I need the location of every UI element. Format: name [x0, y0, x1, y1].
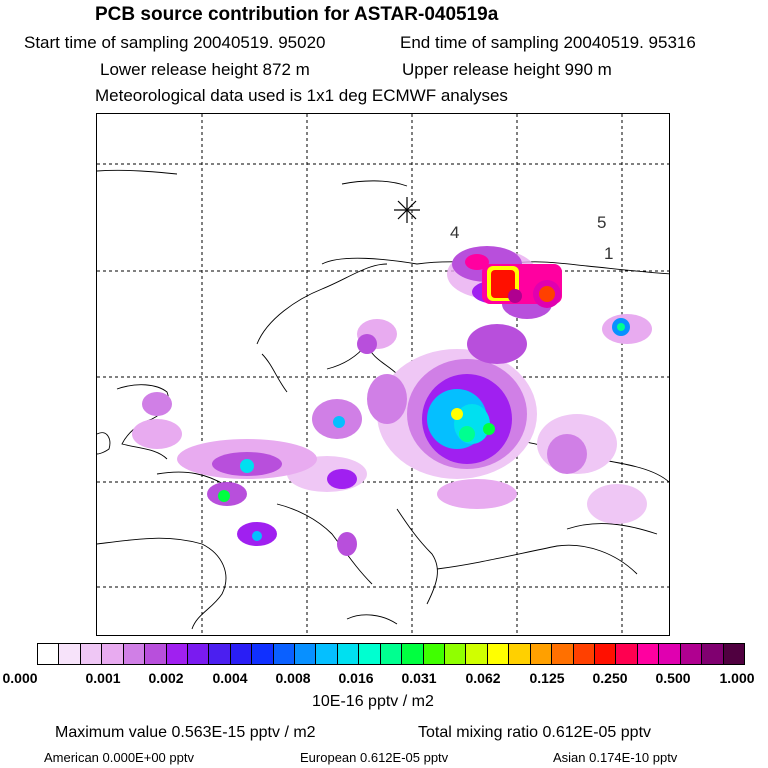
colorbar-swatch [252, 644, 273, 664]
colorbar-swatch [616, 644, 637, 664]
colorbar-swatch [359, 644, 380, 664]
colorbar-swatch [274, 644, 295, 664]
colorbar-swatch [381, 644, 402, 664]
colorbar-tick: 0.125 [529, 670, 565, 686]
colorbar-swatch [659, 644, 680, 664]
map-canvas [97, 114, 670, 636]
colorbar-swatch [402, 644, 423, 664]
map-label-1: 1 [604, 244, 614, 263]
total-mixing-ratio-text: Total mixing ratio 0.612E-05 pptv [418, 724, 652, 741]
colorbar-tick: 0.000 [2, 670, 38, 686]
colorbar-swatch [167, 644, 188, 664]
asian-contribution-text: Asian 0.174E-10 pptv [553, 750, 678, 765]
colorbar-swatch [338, 644, 359, 664]
colorbar-swatch [509, 644, 530, 664]
max-value-text: Maximum value 0.563E-15 pptv / m2 [55, 724, 316, 741]
plot-title: PCB source contribution for ASTAR-040519a [95, 4, 499, 25]
colorbar-swatch [702, 644, 723, 664]
start-time-text: Start time of sampling 20040519. 95020 [24, 33, 326, 52]
map-panel [96, 113, 670, 636]
american-contribution-text: American 0.000E+00 pptv [44, 750, 194, 765]
colorbar-swatch [595, 644, 616, 664]
colorbar-swatch [466, 644, 487, 664]
colorbar-swatch [295, 644, 316, 664]
colorbar-swatch [424, 644, 445, 664]
colorbar-tick: 0.250 [592, 670, 628, 686]
colorbar-swatch [81, 644, 102, 664]
colorbar-unit: 10E-16 pptv / m2 [312, 693, 434, 710]
colorbar-swatch [316, 644, 337, 664]
colorbar-tick: 0.001 [85, 670, 121, 686]
colorbar-tick: 0.004 [212, 670, 248, 686]
colorbar-swatch [552, 644, 573, 664]
colorbar-swatch [638, 644, 659, 664]
colorbar-tick: 0.031 [401, 670, 437, 686]
colorbar-swatch [445, 644, 466, 664]
end-time-text: End time of sampling 20040519. 95316 [400, 33, 696, 52]
colorbar-swatch [574, 644, 595, 664]
asterisk-icon [394, 197, 420, 223]
colorbar-swatch [531, 644, 552, 664]
colorbar-tick: 0.002 [148, 670, 184, 686]
colorbar-swatch [145, 644, 166, 664]
colorbar-swatch [59, 644, 80, 664]
colorbar-swatch [38, 644, 59, 664]
colorbar-swatch [102, 644, 123, 664]
met-data-text: Meteorological data used is 1x1 deg ECMWF analyses [95, 86, 508, 105]
colorbar-tick: 0.016 [338, 670, 374, 686]
european-contribution-text: European 0.612E-05 pptv [300, 750, 449, 765]
colorbar-swatch [188, 644, 209, 664]
colorbar-swatch [124, 644, 145, 664]
upper-height-text: Upper release height 990 m [402, 60, 612, 79]
map-label-5: 5 [597, 213, 607, 232]
lower-height-text: Lower release height 872 m [100, 60, 310, 79]
colorbar-tick: 1.000 [719, 670, 755, 686]
colorbar-tick: 0.062 [465, 670, 501, 686]
colorbar [37, 643, 745, 665]
colorbar-tick: 0.500 [655, 670, 691, 686]
colorbar-swatch [681, 644, 702, 664]
concentration-field [132, 246, 652, 556]
colorbar-swatch [488, 644, 509, 664]
colorbar-tick: 0.008 [275, 670, 311, 686]
colorbar-swatch [209, 644, 230, 664]
colorbar-swatch [231, 644, 252, 664]
colorbar-swatch [724, 644, 744, 664]
map-label-4: 4 [450, 223, 460, 242]
